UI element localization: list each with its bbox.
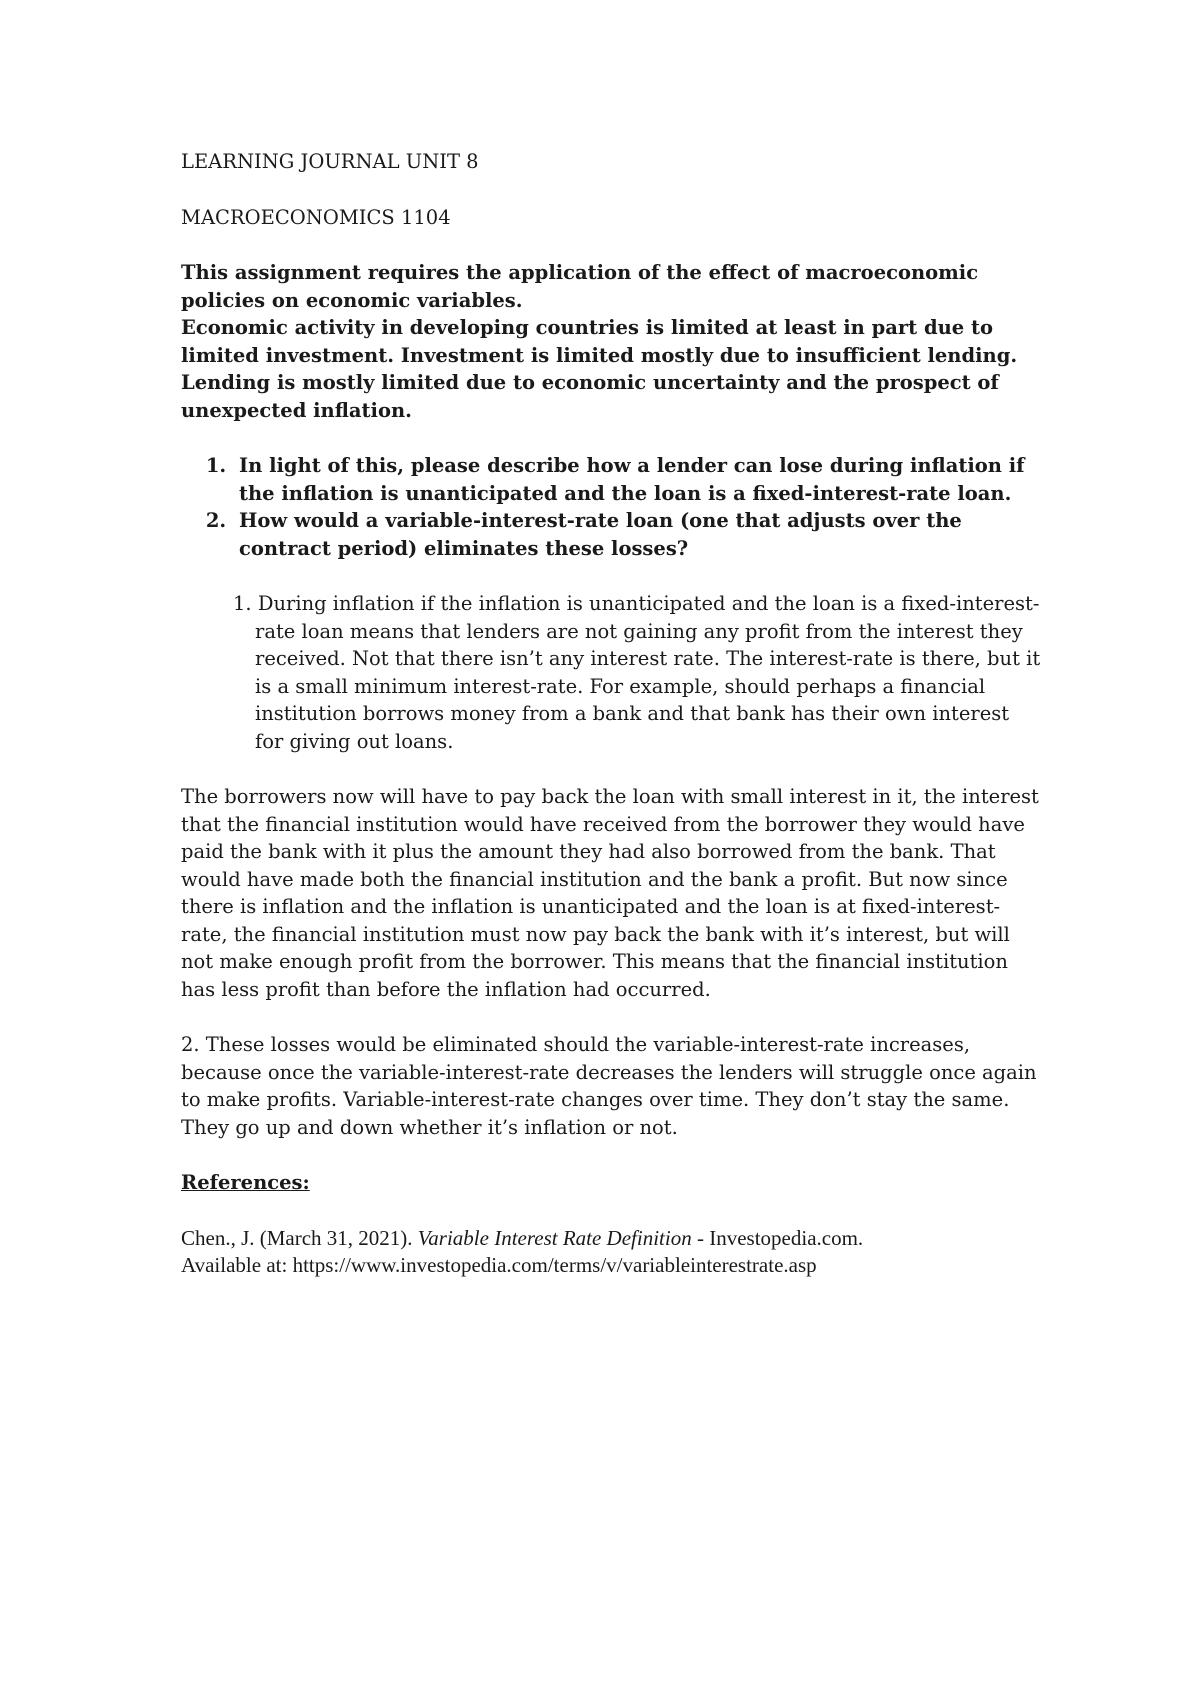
intro-line-2: Economic activity in developing countries is limited at least in part due to limited investment. Investment is limited mostly due to insufficient lending. Lending is mostly limited due to economic uncertainty and the prospect of unexpected inflation. xyxy=(181,316,1018,422)
question-list xyxy=(181,452,1041,562)
journal-title: LEARNING JOURNAL UNIT 8 xyxy=(181,150,479,173)
reference-source: - Investopedia.com. xyxy=(691,1225,864,1250)
answer-paragraph-2: The borrowers now will have to pay back the loan with small interest in it, the interest that the financial institution would have received from the borrower they would have paid the bank with it plus the amount they had also borrowed from the bank. That would have made both the financial institution and the bank a profit. But now since there is inflation and the inflation is unanticipated and the loan is at fixed-interest-rate, the financial institution must now pay back the bank with it’s interest, but will not make enough profit from the borrower. This means that the financial institution has less profit than before the inflation had occurred. xyxy=(181,785,1039,1001)
reference-author: Chen., J. (March 31, 2021). xyxy=(181,1225,418,1250)
reference-entry xyxy=(181,1225,1041,1253)
intro-line-1: This assignment requires the application of the effect of macroeconomic policies on economic variables. xyxy=(181,261,979,312)
reference-url: Available at: https://www.investopedia.com/terms/v/variableinterestrate.asp xyxy=(181,1253,817,1277)
answer-1 xyxy=(181,590,1041,755)
document-body xyxy=(181,148,1041,1280)
answer-2: 2. These losses would be eliminated should the variable-interest-rate increases, because once the variable-interest-rate decreases the lenders will struggle once again to make profits. Variable-interest-rate changes over time. They don’t stay the same. They go up and down whether it’s inflation or not. xyxy=(181,1033,1037,1139)
question-item: 2. How would a variable-interest-rate loan (one that adjusts over the contract period) eliminates these losses? xyxy=(233,507,1041,562)
assignment-intro xyxy=(181,259,1041,424)
answer-1-text: During inflation if the inflation is unanticipated and the loan is a fixed-interest-rate loan means that lenders are not gaining any profit from the interest they received. Not that there isn’t any interest rate. The interest-rate is there, but it is a small minimum interest-rate. For example, should perhaps a financial institution borrows money from a bank and that bank has their own interest for giving out loans. xyxy=(255,592,1041,753)
references-heading: References: xyxy=(181,1171,310,1194)
question-item: 1. In light of this, please describe how a lender can lose during inflation if the inflation is unanticipated and the loan is a fixed-interest-rate loan. xyxy=(233,452,1041,507)
answer-1-number: 1. xyxy=(233,592,252,615)
course-title: MACROECONOMICS 1104 xyxy=(181,205,451,229)
reference-title: Variable Interest Rate Definition xyxy=(417,1225,692,1250)
